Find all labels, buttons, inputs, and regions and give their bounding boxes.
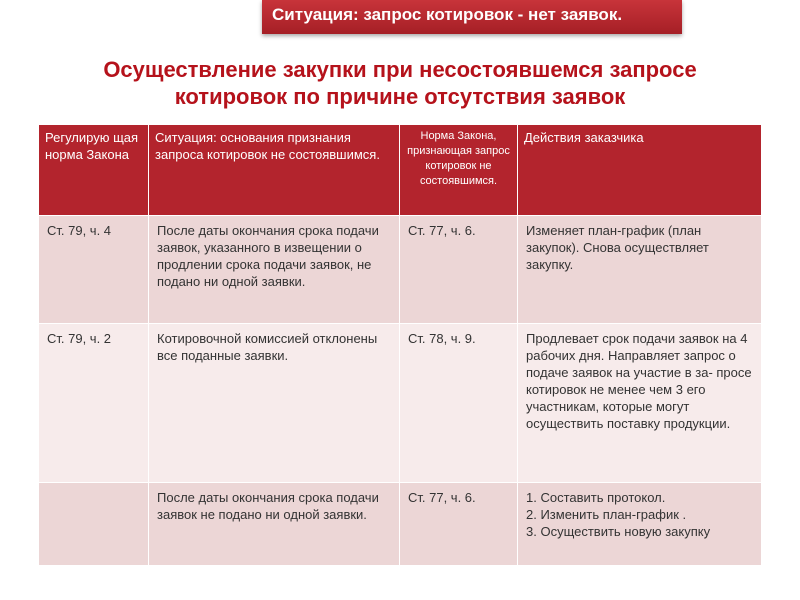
header-customer-actions: Действия заказчика (518, 125, 762, 216)
action-list-item: 3. Осуществить новую закупку (526, 524, 711, 539)
cell-law: Ст. 77, ч. 6. (400, 483, 518, 566)
cell-situation: После даты окончания срока подачи заявок, указанного в извещении о продлении срока подачи заявок, не подано ни одной заявки. (149, 216, 400, 324)
cell-situation: После даты окончания срока подачи заявок не подано ни одной заявки. (149, 483, 400, 566)
slide-title-line-2: котировок по причине отсутствия заявок (174, 84, 626, 109)
header-law-norm: Норма Закона, признающая запрос котировок не состоявшимся. (400, 125, 518, 216)
cell-law: Ст. 78, ч. 9. (400, 324, 518, 483)
cell-norm: Ст. 79, ч. 2 (39, 324, 149, 483)
cell-action: Изменяет план-график (план закупок). Снова осуществляет закупку. (518, 216, 762, 324)
cell-action: Продлевает срок подачи заявок на 4 рабочих дня. Направляет запрос о подаче заявок на участие в за- просе котировок не менее чем 3 его участникам, которые могут осуществить поставку продукции. (518, 324, 762, 483)
table-row (39, 324, 762, 483)
header-regulating-norm: Регулирую щая норма Закона (39, 125, 149, 216)
procurement-table (38, 124, 762, 566)
cell-law: Ст. 77, ч. 6. (400, 216, 518, 324)
slide-title-line-1: Осуществление закупки при несостоявшемся запросе (103, 57, 697, 82)
situation-banner (262, 0, 682, 34)
header-situation: Ситуация: основания признания запроса котировок не состоявшимся. (149, 125, 400, 216)
action-list-item: 1. Составить протокол. (526, 490, 666, 505)
cell-norm (39, 483, 149, 566)
cell-norm: Ст. 79, ч. 4 (39, 216, 149, 324)
table-header-row (39, 125, 762, 216)
table-row (39, 483, 762, 566)
action-list-item: 2. Изменить план-график . (526, 507, 687, 522)
slide-title (0, 56, 800, 110)
table-row (39, 216, 762, 324)
cell-situation: Котировочной комиссией отклонены все поданные заявки. (149, 324, 400, 483)
cell-action-list (518, 483, 762, 566)
banner-text: Ситуация: запрос котировок - нет заявок. (272, 5, 623, 24)
